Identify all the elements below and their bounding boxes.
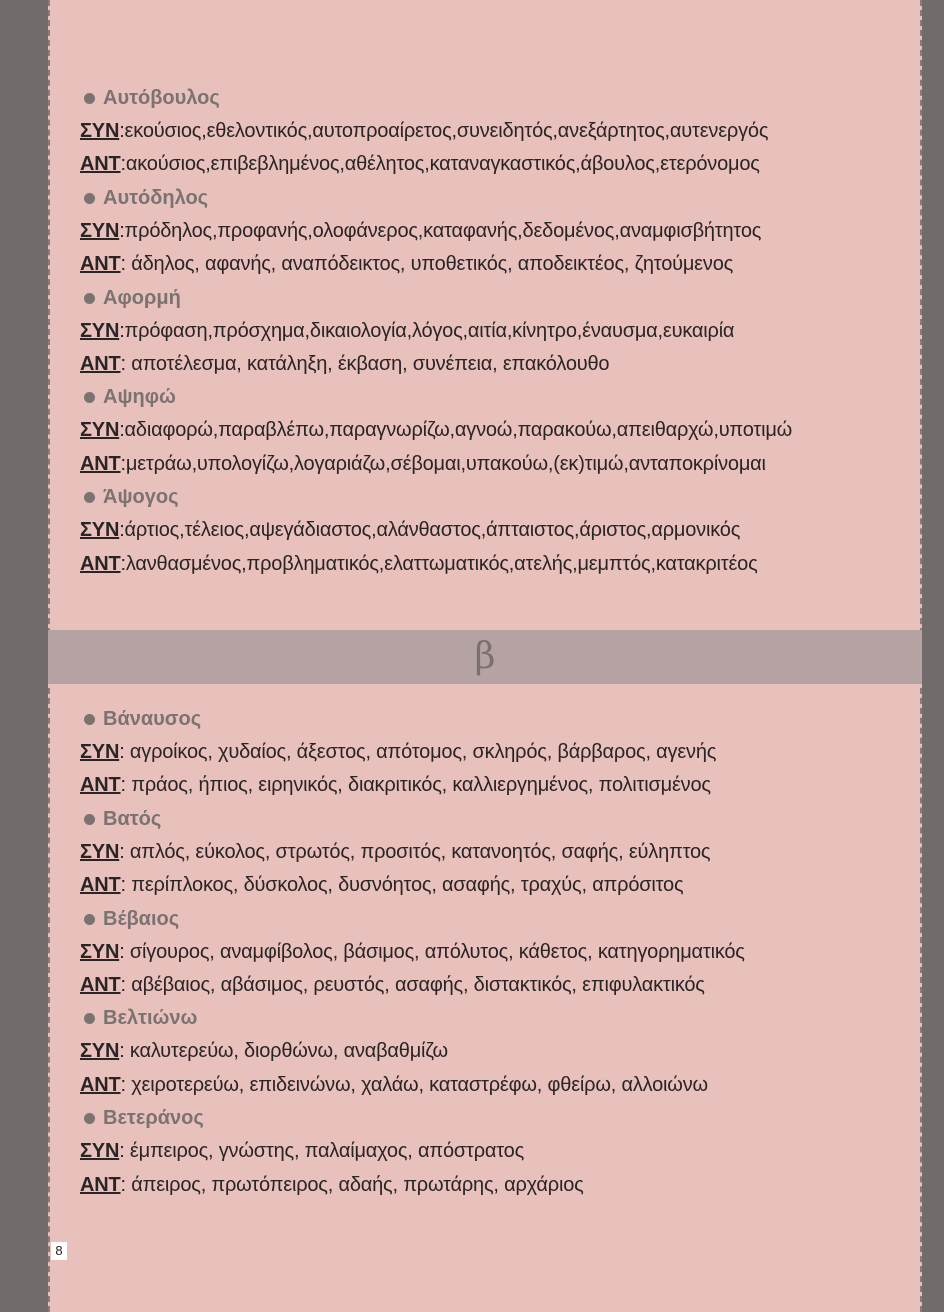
syn-words: :πρόδηλος,προφανής,ολοφάνερος,καταφανής,δεδομένος,αναμφισβήτητος (119, 219, 762, 242)
entry-headword (80, 282, 900, 315)
synonyms-line (80, 936, 900, 969)
ant-words: : πράος, ήπιος, ειρηνικός, διακριτικός, καλλιεργημένος, πολιτισμένος (120, 774, 711, 797)
synonyms-line (80, 414, 900, 447)
headword-text: Αυτόδηλος (103, 186, 209, 209)
antonyms-line (80, 869, 900, 902)
ant-words: : αποτέλεσμα, κατάληξη, έκβαση, συνέπεια, επακόλουθο (120, 352, 610, 375)
syn-words: :αδιαφορώ,παραβλέπω,παραγνωρίζω,αγνοώ,παρακούω,απειθαρχώ,υποτιμώ (119, 419, 793, 442)
ant-words: : άδηλος, αφανής, αναπόδεικτος, υποθετικός, αποδεικτέος, ζητούμενος (120, 253, 734, 276)
syn-label: ΣΥΝ (80, 219, 120, 242)
syn-words: :εκούσιος,εθελοντικός,αυτοπροαίρετος,συνειδητός,ανεξάρτητος,αυτενεργός (119, 120, 769, 142)
syn-label: ΣΥΝ (80, 1040, 120, 1063)
section-letter: β (474, 636, 496, 677)
syn-label: ΣΥΝ (80, 519, 120, 542)
headword-text: Βετεράνος (103, 1107, 204, 1130)
antonyms-line (80, 969, 900, 1002)
ant-words: :μετράω,υπολογίζω,λογαριάζω,σέβομαι,υπακούω,(εκ)τιμώ,ανταποκρίνομαι (120, 452, 766, 475)
ant-label: ΑΝΤ (80, 774, 121, 797)
synonyms-line (80, 1035, 900, 1068)
bullet-icon (84, 492, 95, 503)
antonyms-line (80, 448, 900, 481)
bullet-icon (84, 1013, 95, 1024)
ant-label: ΑΝΤ (80, 352, 121, 375)
antonyms-line (80, 248, 900, 281)
ant-label: ΑΝΤ (80, 973, 121, 996)
synonyms-line (80, 115, 900, 148)
synonyms-line (80, 514, 900, 547)
antonyms-line (80, 769, 900, 802)
ant-label: ΑΝΤ (80, 552, 121, 575)
headword-text: Αφορμή (103, 286, 181, 309)
syn-label: ΣΥΝ (80, 120, 120, 142)
syn-words: : σίγουρος, αναμφίβολος, βάσιμος, απόλυτος, κάθετος, κατηγορηματικός (119, 940, 745, 963)
bullet-icon (84, 914, 95, 925)
synonyms-line (80, 736, 900, 769)
entries-section-a (80, 82, 900, 581)
headword-text: Αυτόβουλος (103, 87, 220, 109)
antonyms-line (80, 548, 900, 581)
antonyms-line (80, 348, 900, 381)
ant-words: : περίπλοκος, δύσκολος, δυσνόητος, ασαφής, τραχύς, απρόσιτος (120, 874, 684, 897)
antonyms-line (80, 148, 900, 181)
syn-label: ΣΥΝ (80, 419, 120, 442)
synonyms-line (80, 1135, 900, 1168)
synonyms-line (80, 315, 900, 348)
right-margin-strip (922, 0, 944, 1312)
left-margin-strip (0, 0, 48, 1312)
syn-words: :πρόφαση,πρόσχημα,δικαιολογία,λόγος,αιτία,κίνητρο,έναυσμα,ευκαιρία (119, 319, 735, 342)
entry-headword (80, 481, 900, 514)
bullet-icon (84, 293, 95, 304)
headword-text: Βέβαιος (103, 907, 180, 930)
headword-text: Άψογος (103, 486, 179, 509)
bullet-icon (84, 814, 95, 825)
bullet-icon (84, 93, 95, 104)
ant-label: ΑΝΤ (80, 874, 121, 897)
ant-words: : άπειρος, πρωτόπειρος, αδαής, πρωτάρης, αρχάριος (120, 1173, 584, 1196)
bullet-icon (84, 714, 95, 725)
page-number: 8 (51, 1242, 67, 1260)
antonyms-line (80, 1069, 900, 1102)
syn-words: : έμπειρος, γνώστης, παλαίμαχος, απόστρατος (119, 1140, 525, 1163)
synonyms-line (80, 215, 900, 248)
entry-headword (80, 1102, 900, 1135)
entry-headword (80, 82, 900, 115)
syn-words: :άρτιος,τέλειος,αψεγάδιαστος,αλάνθαστος,άπταιστος,άριστος,αρμονικός (119, 519, 741, 542)
entry-headword (80, 1002, 900, 1035)
ant-label: ΑΝΤ (80, 452, 121, 475)
ant-words: :λανθασμένος,προβληματικός,ελαττωματικός,ατελής,μεμπτός,κατακριτέος (120, 552, 758, 575)
entry-headword (80, 182, 900, 215)
syn-words: : καλυτερεύω, διορθώνω, αναβαθμίζω (119, 1040, 448, 1063)
bullet-icon (84, 1113, 95, 1124)
ant-label: ΑΝΤ (80, 153, 121, 176)
entry-headword (80, 803, 900, 836)
entries-section-b (80, 703, 900, 1202)
antonyms-line (80, 1169, 900, 1202)
ant-words: : αβέβαιος, αβάσιμος, ρευστός, ασαφής, διστακτικός, επιφυλακτικός (120, 973, 705, 996)
ant-label: ΑΝΤ (80, 1173, 121, 1196)
ant-words: : χειροτερεύω, επιδεινώνω, χαλάω, καταστρέφω, φθείρω, αλλοιώνω (120, 1073, 708, 1096)
syn-label: ΣΥΝ (80, 840, 120, 863)
syn-label: ΣΥΝ (80, 319, 120, 342)
headword-text: Βατός (103, 807, 162, 830)
letter-divider-band (48, 630, 922, 684)
entry-headword (80, 903, 900, 936)
headword-text: Βάναυσος (103, 708, 202, 730)
bullet-icon (84, 392, 95, 403)
syn-label: ΣΥΝ (80, 940, 120, 963)
bullet-icon (84, 193, 95, 204)
ant-words: :ακούσιος,επιβεβλημένος,αθέλητος,καταναγκαστικός,άβουλος,ετερόνομος (120, 153, 760, 176)
entry-headword (80, 381, 900, 414)
headword-text: Βελτιώνω (103, 1007, 198, 1030)
headword-text: Αψηφώ (103, 386, 176, 409)
syn-label: ΣΥΝ (80, 741, 120, 763)
syn-label: ΣΥΝ (80, 1140, 120, 1163)
syn-words: : αγροίκος, χυδαίος, άξεστος, απότομος, σκληρός, βάρβαρος, αγενής (119, 741, 717, 763)
syn-words: : απλός, εύκολος, στρωτός, προσιτός, κατανοητός, σαφής, εύληπτος (119, 840, 711, 863)
ant-label: ΑΝΤ (80, 1073, 121, 1096)
synonyms-line (80, 836, 900, 869)
entry-headword (80, 703, 900, 736)
ant-label: ΑΝΤ (80, 253, 121, 276)
